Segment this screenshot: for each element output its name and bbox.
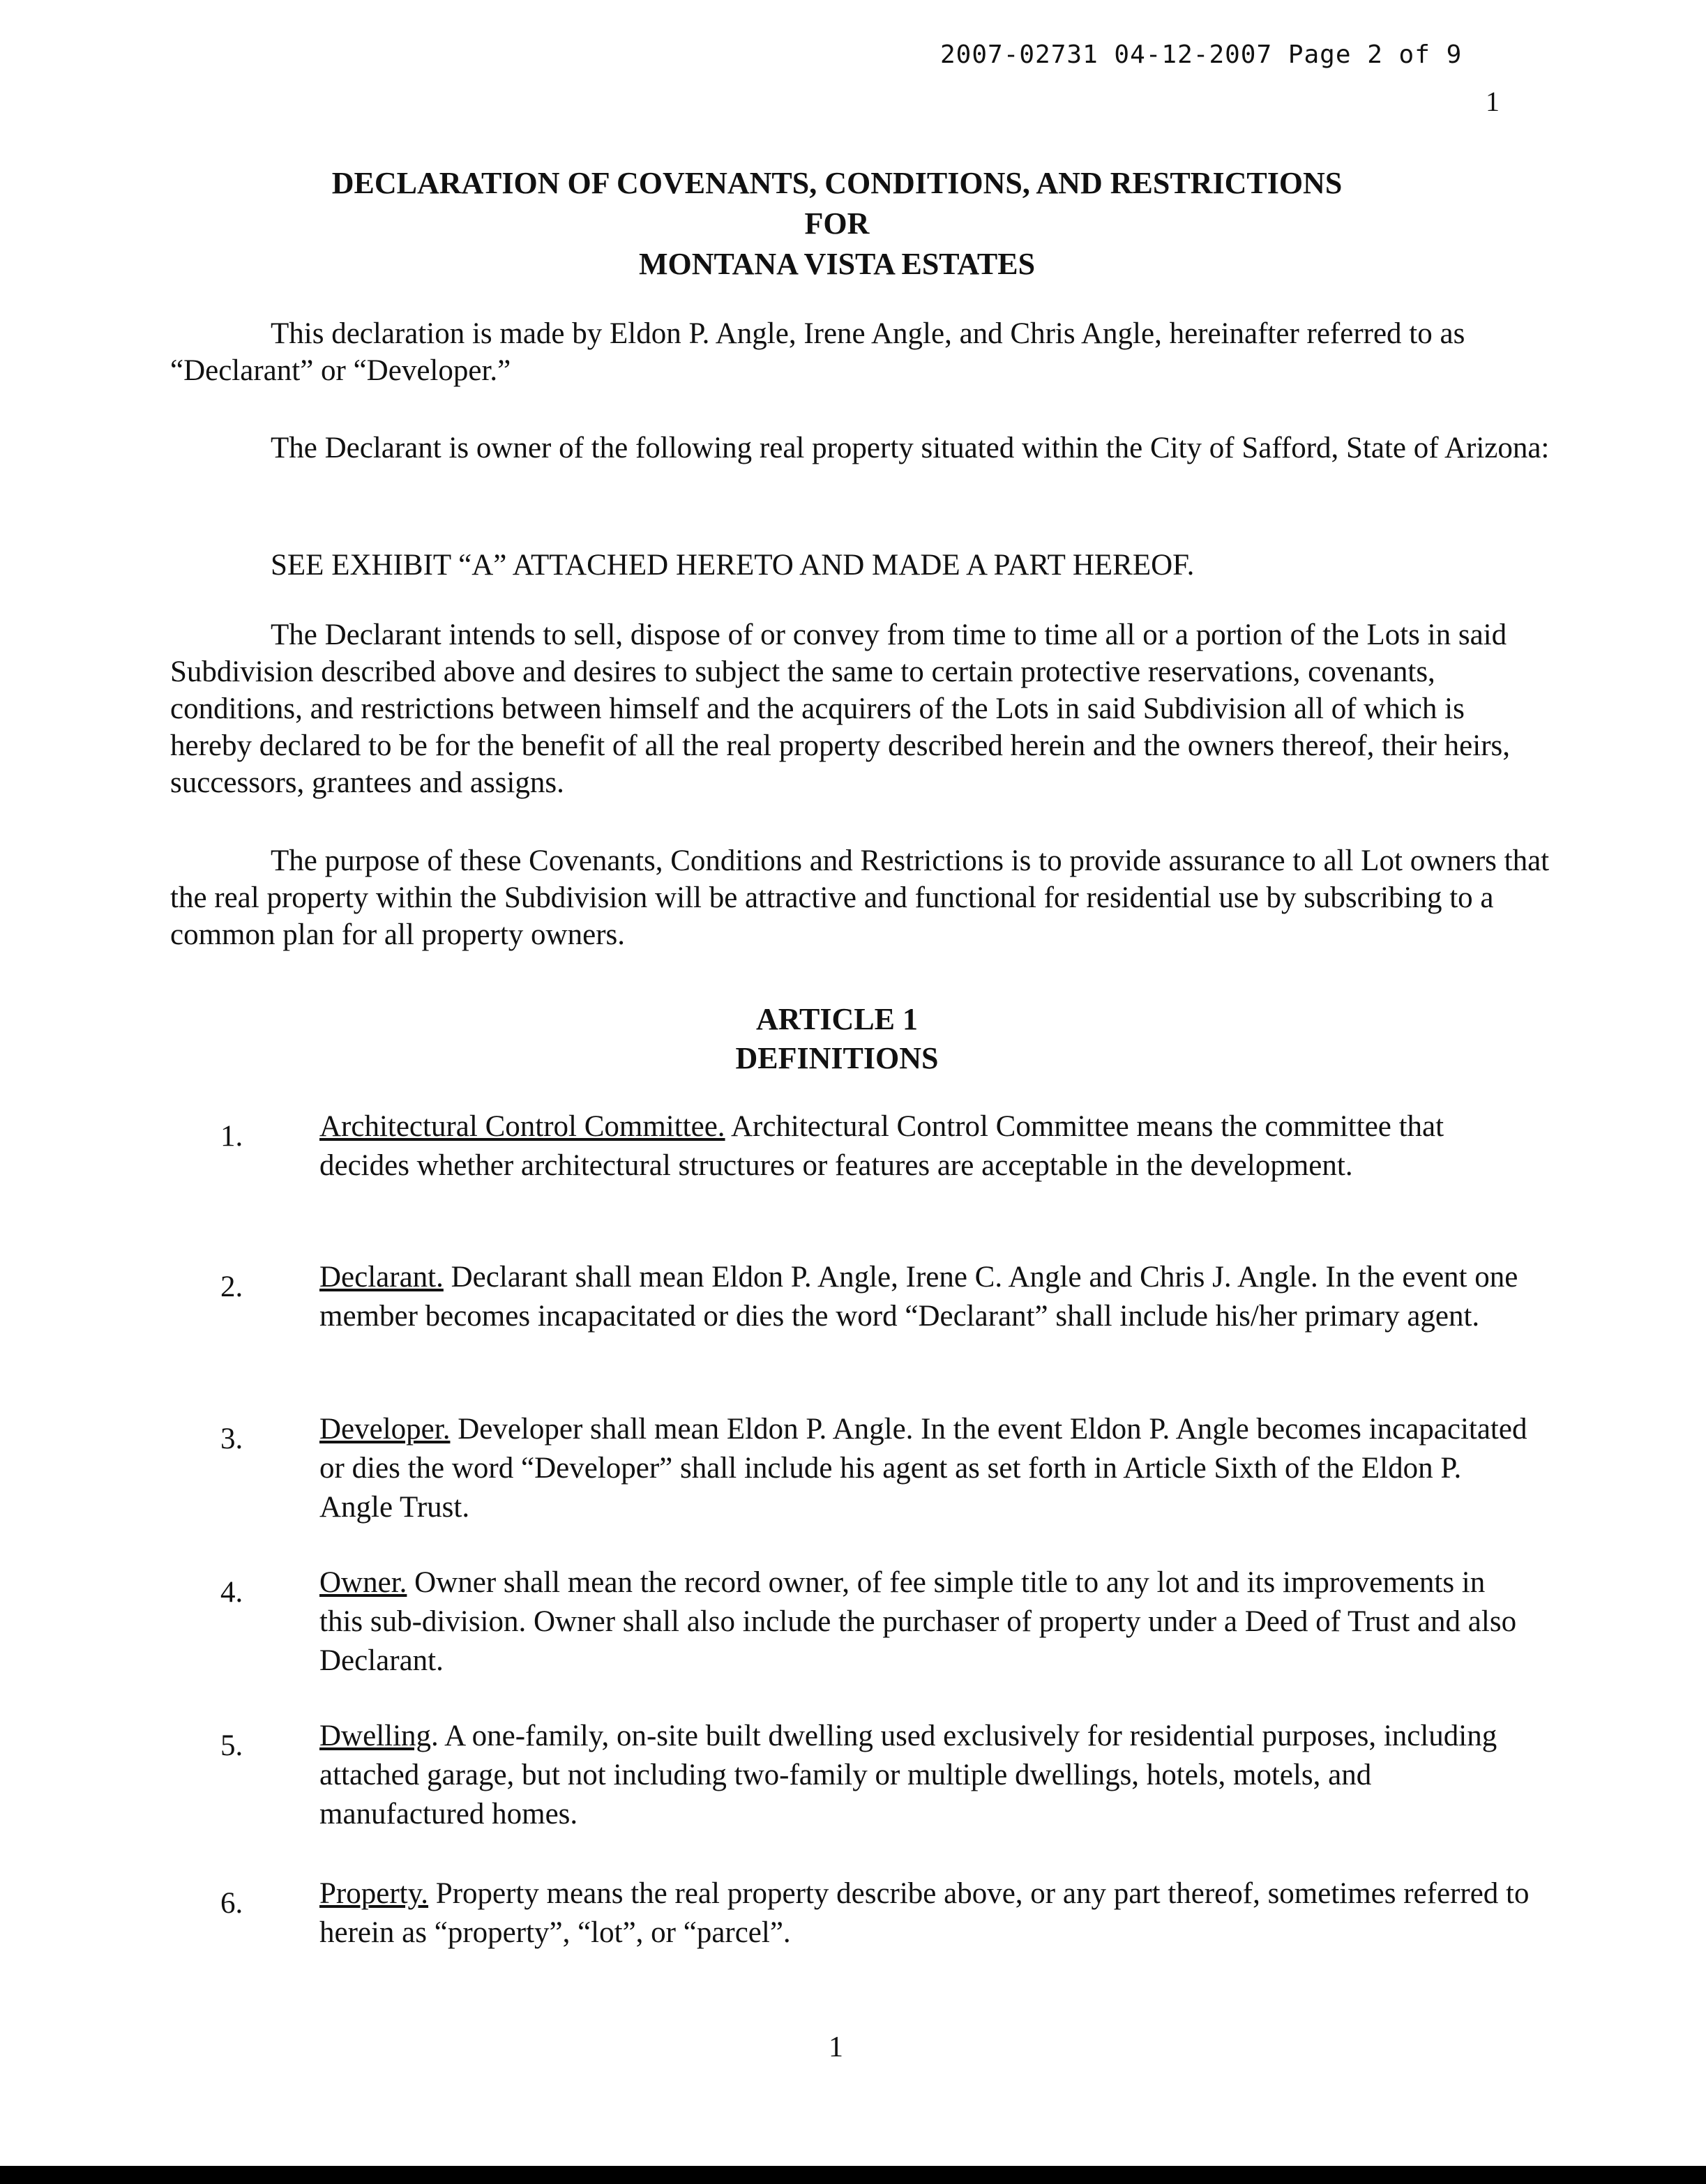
definition-number: 6. bbox=[220, 1887, 243, 1920]
definition-text: Owner shall mean the record owner, of fee simple title to any lot and its improvements in this sub-division. Owner shall also include the purchaser of property under a Deed of Trust and also Declarant. bbox=[319, 1566, 1517, 1677]
definition-number: 4. bbox=[220, 1576, 243, 1609]
paragraph-intent: The Declarant intends to sell, dispose of or convey from time to time all or a portion of the Lots in said Subdivision described above and desires to subject the same to certain protective reservations, covenants, conditions, and restrictions between himself and the acquirers of the Lots in said Subdivision all of which is hereby declared to be for the benefit of all the real property described herein and the owners thereof, their heirs, successors, grantees and assigns. bbox=[170, 619, 1511, 799]
corner-page-number: 1 bbox=[1486, 86, 1500, 117]
definition-term: Dwelling bbox=[319, 1720, 432, 1752]
paragraph-purpose: The purpose of these Covenants, Conditions and Restrictions is to provide assurance to all Lot owners that the real property within the Subdivision will be attractive and functional for residential use by subscribing to a common plan for all property owners. bbox=[170, 844, 1550, 951]
scan-edge-bar bbox=[0, 2166, 1706, 2184]
definition-text: Declarant shall mean Eldon P. Angle, Irene C. Angle and Chris J. Angle. In the event one member becomes incapacitated or dies the word “Declarant” shall include his/her primary agent. bbox=[319, 1261, 1518, 1333]
definition-number: 1. bbox=[220, 1120, 243, 1153]
definition-number: 5. bbox=[220, 1729, 243, 1762]
article-heading bbox=[0, 1000, 1674, 1078]
paragraph-owner: The Declarant is owner of the following real property situated within the City of Safford, State of Arizona: bbox=[271, 432, 1550, 464]
article-title: DEFINITIONS bbox=[735, 1041, 939, 1075]
article-number: ARTICLE 1 bbox=[756, 1002, 918, 1036]
definition-text: Property means the real property describe above, or any part thereof, sometimes referred to herein as “property”, “lot”, or “parcel”. bbox=[319, 1877, 1530, 1949]
definition-text: . A one-family, on-site built dwelling used exclusively for residential purposes, including attached garage, but not including two-family or multiple dwellings, hotels, motels, and manufactured homes. bbox=[319, 1720, 1497, 1830]
definition-term: Declarant. bbox=[319, 1261, 444, 1294]
document-title bbox=[0, 163, 1674, 285]
title-line-1: DECLARATION OF COVENANTS, CONDITIONS, AND RESTRICTIONS bbox=[331, 166, 1343, 200]
definition-text: Developer shall mean Eldon P. Angle. In the event Eldon P. Angle becomes incapacitated or dies the word “Developer” shall include his agent as set forth in Article Sixth of the Eldon P. Angle Trust. bbox=[319, 1413, 1527, 1524]
definition-term: Property. bbox=[319, 1877, 429, 1910]
paragraph-exhibit: SEE EXHIBIT “A” ATTACHED HERETO AND MADE A PART HEREOF. bbox=[271, 549, 1195, 582]
definition-number: 2. bbox=[220, 1271, 243, 1303]
title-line-3: MONTANA VISTA ESTATES bbox=[638, 247, 1036, 281]
definition-number: 3. bbox=[220, 1423, 243, 1455]
definition-text: Architectural Control Committee means the committee that decides whether architectural structures or features are acceptable in the development. bbox=[319, 1110, 1444, 1182]
definition-term: Developer. bbox=[319, 1413, 451, 1446]
paragraph-declaration: This declaration is made by Eldon P. Angle, Irene Angle, and Chris Angle, hereinafter referred to as “Declarant” or “Developer.” bbox=[170, 317, 1465, 387]
title-line-2: FOR bbox=[804, 206, 870, 241]
definition-term: Architectural Control Committee. bbox=[319, 1110, 725, 1143]
definition-term: Owner. bbox=[319, 1566, 407, 1599]
footer-page-number: 1 bbox=[829, 2031, 843, 2063]
recording-stamp: 2007-02731 04-12-2007 Page 2 of 9 bbox=[940, 40, 1463, 69]
